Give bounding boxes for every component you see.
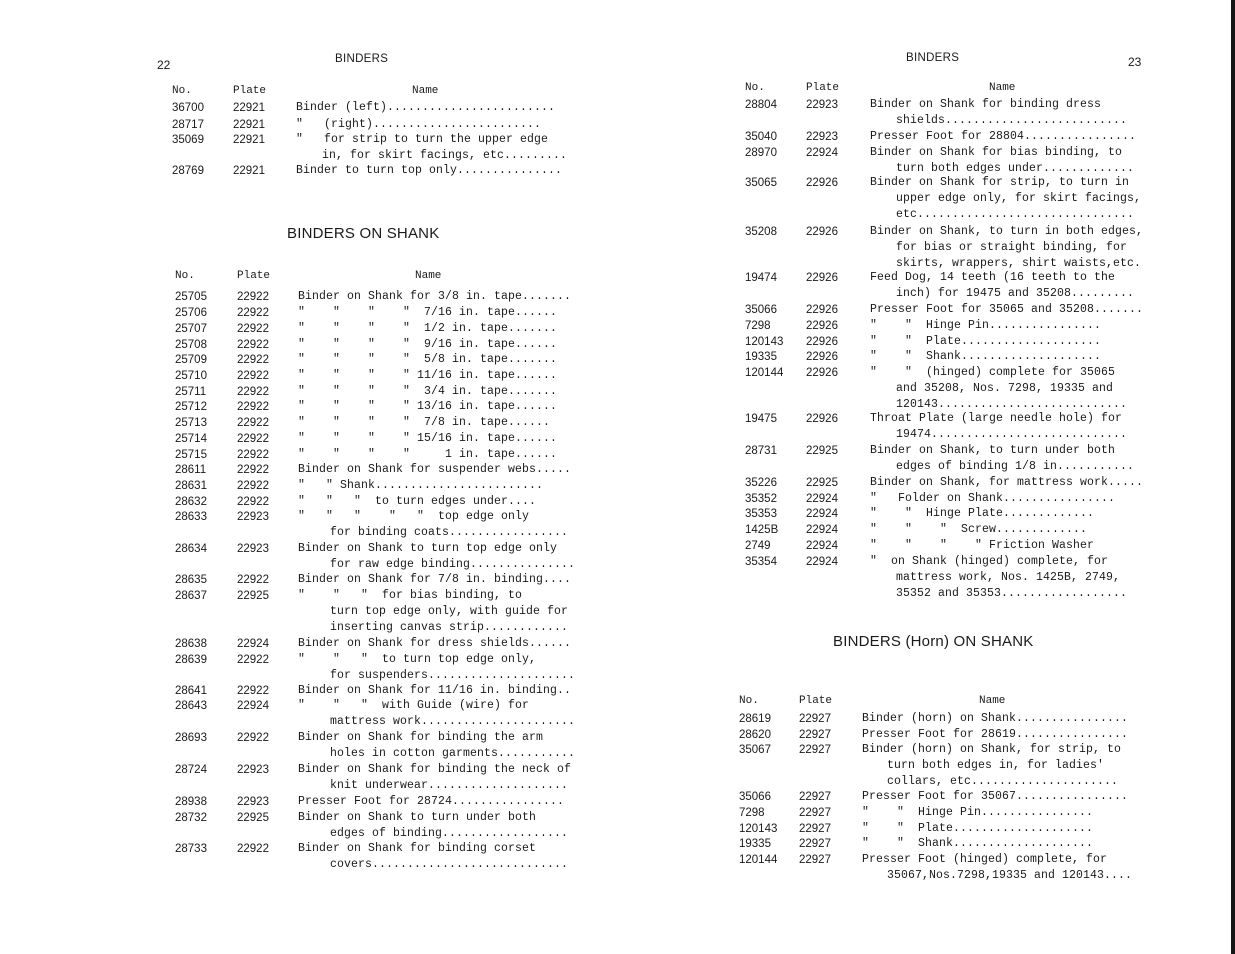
column-header-no: No.: [745, 82, 765, 94]
part-name: " " " Screw.............: [870, 523, 1088, 536]
part-name: Presser Foot for 28804................: [870, 130, 1137, 143]
plate-number: 22922: [237, 323, 269, 335]
plate-number: 22922: [237, 449, 269, 461]
part-number: 28638: [175, 638, 207, 650]
part-number: 19335: [745, 351, 777, 363]
part-name: " " " " Friction Washer: [870, 539, 1095, 552]
plate-number: 22925: [237, 812, 269, 824]
part-name-continued: mattress work, Nos. 1425B, 2749,: [896, 571, 1121, 584]
part-number: 35352: [745, 493, 777, 505]
section-heading: BINDERS ON SHANK: [287, 225, 440, 242]
part-number: 28633: [175, 511, 207, 523]
part-number: 28717: [172, 119, 204, 131]
plate-number: 22924: [806, 147, 838, 159]
plate-number: 22922: [237, 307, 269, 319]
part-name: Presser Foot (hinged) complete, for: [862, 853, 1108, 866]
part-number: 7298: [739, 807, 765, 819]
part-number: 28639: [175, 654, 207, 666]
plate-number: 22926: [806, 320, 838, 332]
plate-number: 22922: [237, 654, 269, 666]
part-name-continued: in, for skirt facings, etc.........: [322, 149, 568, 162]
part-number: 25707: [175, 323, 207, 335]
part-number: 25713: [175, 417, 207, 429]
part-name: " " " " 7/8 in. tape......: [298, 416, 551, 429]
part-name: Binder on Shank for dress shields......: [298, 637, 572, 650]
part-name-continued: 35352 and 35353..................: [896, 587, 1128, 600]
part-number: 35066: [739, 791, 771, 803]
part-name-continued: 120143...........................: [896, 398, 1128, 411]
page-number: 23: [1128, 55, 1142, 69]
section-heading: BINDERS (Horn) ON SHANK: [833, 633, 1034, 650]
part-number: 25706: [175, 307, 207, 319]
column-header-name: Name: [979, 695, 1006, 707]
part-name: " " Plate....................: [870, 335, 1102, 348]
column-header-plate: Plate: [233, 85, 267, 97]
part-number: 28643: [175, 700, 207, 712]
part-name: " " " " 5/8 in. tape.......: [298, 353, 558, 366]
part-number: 28631: [175, 480, 207, 492]
part-number: 35066: [745, 304, 777, 316]
column-header-name: Name: [415, 270, 442, 282]
part-name: " for strip to turn the upper edge: [296, 133, 549, 146]
part-name: " " Shank....................: [870, 350, 1102, 363]
part-number: 25709: [175, 354, 207, 366]
plate-number: 22923: [237, 764, 269, 776]
part-number: 28724: [175, 764, 207, 776]
part-name: Binder on Shank for 3/8 in. tape.......: [298, 290, 572, 303]
plate-number: 22922: [237, 433, 269, 445]
part-name-continued: skirts, wrappers, shirt waists,etc.: [896, 257, 1142, 270]
plate-number: 22922: [237, 386, 269, 398]
plate-number: 22921: [233, 102, 265, 114]
part-name-continued: inch) for 19475 and 35208.........: [896, 287, 1135, 300]
column-header-no: No.: [175, 270, 195, 282]
column-header-name: Name: [989, 82, 1016, 94]
part-name: Binder on Shank for binding dress: [870, 98, 1102, 111]
plate-number: 22927: [799, 823, 831, 835]
plate-number: 22922: [237, 480, 269, 492]
left-page: [0, 0, 617, 954]
plate-number: 22927: [799, 713, 831, 725]
part-number: 28637: [175, 590, 207, 602]
part-number: 28641: [175, 685, 207, 697]
part-name-continued: for bias or straight binding, for: [896, 241, 1128, 254]
part-number: 25711: [175, 386, 207, 398]
part-number: 35208: [745, 226, 777, 238]
plate-number: 22927: [799, 854, 831, 866]
part-name: " " " " 11/16 in. tape......: [298, 369, 558, 382]
part-number: 2749: [745, 540, 771, 552]
part-number: 120143: [745, 336, 784, 348]
part-name: Binder on Shank for 11/16 in. binding..: [298, 684, 572, 697]
part-name-continued: collars, etc.....................: [887, 775, 1119, 788]
plate-number: 22927: [799, 807, 831, 819]
part-number: 25715: [175, 449, 207, 461]
part-number: 35067: [739, 744, 771, 756]
part-number: 120144: [739, 854, 778, 866]
part-number: 1425B: [745, 524, 779, 536]
plate-number: 22925: [806, 445, 838, 457]
part-name-continued: 35067,Nos.7298,19335 and 120143....: [887, 869, 1133, 882]
part-number: 28634: [175, 543, 207, 555]
plate-number: 22923: [237, 796, 269, 808]
part-name: Presser Foot for 28724................: [298, 795, 565, 808]
part-name-continued: inserting canvas strip............: [330, 621, 569, 634]
part-name: Binder on Shank, for mattress work.....: [870, 476, 1144, 489]
part-name-continued: edges of binding..................: [330, 827, 569, 840]
part-name-continued: mattress work......................: [330, 715, 576, 728]
part-name-continued: for raw edge binding...............: [330, 558, 576, 571]
part-number: 25710: [175, 370, 207, 382]
plate-number: 22925: [806, 477, 838, 489]
part-number: 19475: [745, 413, 777, 425]
part-number: 35226: [745, 477, 777, 489]
plate-number: 22922: [237, 685, 269, 697]
part-name: " " " " 7/16 in. tape......: [298, 306, 558, 319]
part-number: 28733: [175, 843, 207, 855]
part-name: Throat Plate (large needle hole) for: [870, 412, 1123, 425]
part-name-continued: turn both edges under.............: [896, 162, 1135, 175]
part-name: Binder on Shank for suspender webs.....: [298, 463, 572, 476]
part-name: Presser Foot for 35067................: [862, 790, 1129, 803]
part-name-continued: etc...............................: [896, 208, 1135, 221]
part-name: Binder on Shank for 7/8 in. binding....: [298, 573, 572, 586]
part-number: 28970: [745, 147, 777, 159]
part-name-continued: turn top edge only, with guide for: [330, 605, 569, 618]
plate-number: 22926: [806, 367, 838, 379]
part-name: Binder (horn) on Shank................: [862, 712, 1129, 725]
part-name: " " " with Guide (wire) for: [298, 699, 530, 712]
plate-number: 22927: [799, 838, 831, 850]
part-name: Binder on Shank to turn under both: [298, 811, 537, 824]
part-name: Binder on Shank for bias binding, to: [870, 146, 1123, 159]
column-header-no: No.: [172, 85, 192, 97]
column-header-no: No.: [739, 695, 759, 707]
plate-number: 22922: [237, 291, 269, 303]
part-name-continued: for binding coats.................: [330, 526, 569, 539]
part-name: Binder on Shank for binding the arm: [298, 731, 544, 744]
part-number: 28804: [745, 99, 777, 111]
plate-number: 22922: [237, 401, 269, 413]
part-number: 28938: [175, 796, 207, 808]
part-name: " " " for bias binding, to: [298, 589, 523, 602]
plate-number: 22922: [237, 354, 269, 366]
part-name: " " Plate....................: [862, 822, 1094, 835]
part-name: " " " " 1/2 in. tape.......: [298, 322, 558, 335]
part-name-continued: knit underwear....................: [330, 779, 569, 792]
plate-number: 22922: [237, 496, 269, 508]
part-name: " " " " 9/16 in. tape......: [298, 338, 558, 351]
part-name: " Folder on Shank................: [870, 492, 1116, 505]
plate-number: 22924: [806, 493, 838, 505]
plate-number: 22926: [806, 351, 838, 363]
part-number: 19474: [745, 272, 777, 284]
part-name: " " Shank........................: [298, 479, 544, 492]
plate-number: 22924: [806, 524, 838, 536]
plate-number: 22927: [799, 791, 831, 803]
right-page: [617, 0, 1235, 954]
plate-number: 22922: [237, 574, 269, 586]
part-number: 28732: [175, 812, 207, 824]
part-name: " " " to turn edges under....: [298, 495, 537, 508]
part-name-continued: turn both edges in, for ladies': [887, 759, 1105, 772]
plate-number: 22923: [237, 511, 269, 523]
part-name-continued: for suspenders.....................: [330, 669, 576, 682]
part-number: 25708: [175, 339, 207, 351]
part-number: 28620: [739, 729, 771, 741]
plate-number: 22923: [806, 131, 838, 143]
part-name: Binder on Shank for binding corset: [298, 842, 537, 855]
part-name-continued: edges of binding 1/8 in...........: [896, 460, 1135, 473]
plate-number: 22922: [237, 464, 269, 476]
part-name: " " " to turn top edge only,: [298, 653, 537, 666]
plate-number: 22927: [799, 744, 831, 756]
part-number: 25712: [175, 401, 207, 413]
part-name: Binder (left)........................: [296, 101, 556, 114]
part-number: 28632: [175, 496, 207, 508]
part-number: 35040: [745, 131, 777, 143]
part-name: " " Hinge Pin................: [862, 806, 1094, 819]
part-number: 28693: [175, 732, 207, 744]
part-number: 7298: [745, 320, 771, 332]
part-name: " " " " 13/16 in. tape......: [298, 400, 558, 413]
page-edge-shadow: [1231, 0, 1235, 954]
part-number: 28619: [739, 713, 771, 725]
part-name-continued: 19474............................: [896, 428, 1128, 441]
plate-number: 22926: [806, 304, 838, 316]
plate-number: 22924: [806, 540, 838, 552]
part-number: 28635: [175, 574, 207, 586]
plate-number: 22923: [237, 543, 269, 555]
part-name: Binder on Shank, to turn in both edges,: [870, 225, 1144, 238]
part-name: Binder to turn top only...............: [296, 164, 563, 177]
part-number: 25705: [175, 291, 207, 303]
plate-number: 22924: [237, 638, 269, 650]
plate-number: 22924: [806, 508, 838, 520]
part-name: " " Hinge Plate.............: [870, 507, 1095, 520]
part-number: 120144: [745, 367, 784, 379]
column-header-plate: Plate: [799, 695, 833, 707]
plate-number: 22926: [806, 272, 838, 284]
plate-number: 22927: [799, 729, 831, 741]
plate-number: 22922: [237, 339, 269, 351]
part-name: " (right)........................: [296, 118, 542, 131]
part-name: Binder on Shank to turn top edge only: [298, 542, 558, 555]
part-number: 35353: [745, 508, 777, 520]
part-name: Presser Foot for 35065 and 35208.......: [870, 303, 1144, 316]
part-name: Binder on Shank, to turn under both: [870, 444, 1116, 457]
part-number: 35069: [172, 134, 204, 146]
plate-number: 22926: [806, 226, 838, 238]
part-number: 36700: [172, 102, 204, 114]
plate-number: 22922: [237, 417, 269, 429]
part-number: 120143: [739, 823, 778, 835]
plate-number: 22926: [806, 336, 838, 348]
part-name-continued: covers............................: [330, 858, 569, 871]
part-name-continued: shields..........................: [896, 114, 1128, 127]
plate-number: 22922: [237, 843, 269, 855]
page-number: 22: [157, 58, 171, 72]
part-name-continued: and 35208, Nos. 7298, 19335 and: [896, 382, 1114, 395]
part-name: " " (hinged) complete for 35065: [870, 366, 1116, 379]
part-name: " " " " 3/4 in. tape.......: [298, 385, 558, 398]
part-name: " " Shank....................: [862, 837, 1094, 850]
plate-number: 22922: [237, 370, 269, 382]
plate-number: 22924: [806, 556, 838, 568]
part-name: Binder on Shank for binding the neck of: [298, 763, 572, 776]
plate-number: 22923: [806, 99, 838, 111]
part-number: 35065: [745, 177, 777, 189]
part-number: 35354: [745, 556, 777, 568]
column-header-plate: Plate: [237, 270, 271, 282]
part-name-continued: upper edge only, for skirt facings,: [896, 192, 1142, 205]
plate-number: 22921: [233, 165, 265, 177]
plate-number: 22922: [237, 732, 269, 744]
plate-number: 22924: [237, 700, 269, 712]
part-name: Feed Dog, 14 teeth (16 teeth to the: [870, 271, 1116, 284]
plate-number: 22926: [806, 177, 838, 189]
plate-number: 22925: [237, 590, 269, 602]
column-header-name: Name: [412, 85, 439, 97]
part-name: Binder on Shank for strip, to turn in: [870, 176, 1130, 189]
part-number: 28731: [745, 445, 777, 457]
part-name: " " Hinge Pin................: [870, 319, 1102, 332]
plate-number: 22926: [806, 413, 838, 425]
part-name: " on Shank (hinged) complete, for: [870, 555, 1109, 568]
part-number: 19335: [739, 838, 771, 850]
running-head: BINDERS: [906, 52, 960, 64]
part-name: Presser Foot for 28619................: [862, 728, 1129, 741]
plate-number: 22921: [233, 134, 265, 146]
running-head: BINDERS: [335, 53, 389, 65]
part-number: 28611: [175, 464, 207, 476]
part-name: " " " " " top edge only: [298, 510, 530, 523]
part-number: 28769: [172, 165, 204, 177]
part-name: " " " " 1 in. tape......: [298, 448, 558, 461]
part-name-continued: holes in cotton garments...........: [330, 747, 576, 760]
column-header-plate: Plate: [806, 82, 840, 94]
part-name: Binder (horn) on Shank, for strip, to: [862, 743, 1122, 756]
part-number: 25714: [175, 433, 207, 445]
plate-number: 22921: [233, 119, 265, 131]
part-name: " " " " 15/16 in. tape......: [298, 432, 558, 445]
